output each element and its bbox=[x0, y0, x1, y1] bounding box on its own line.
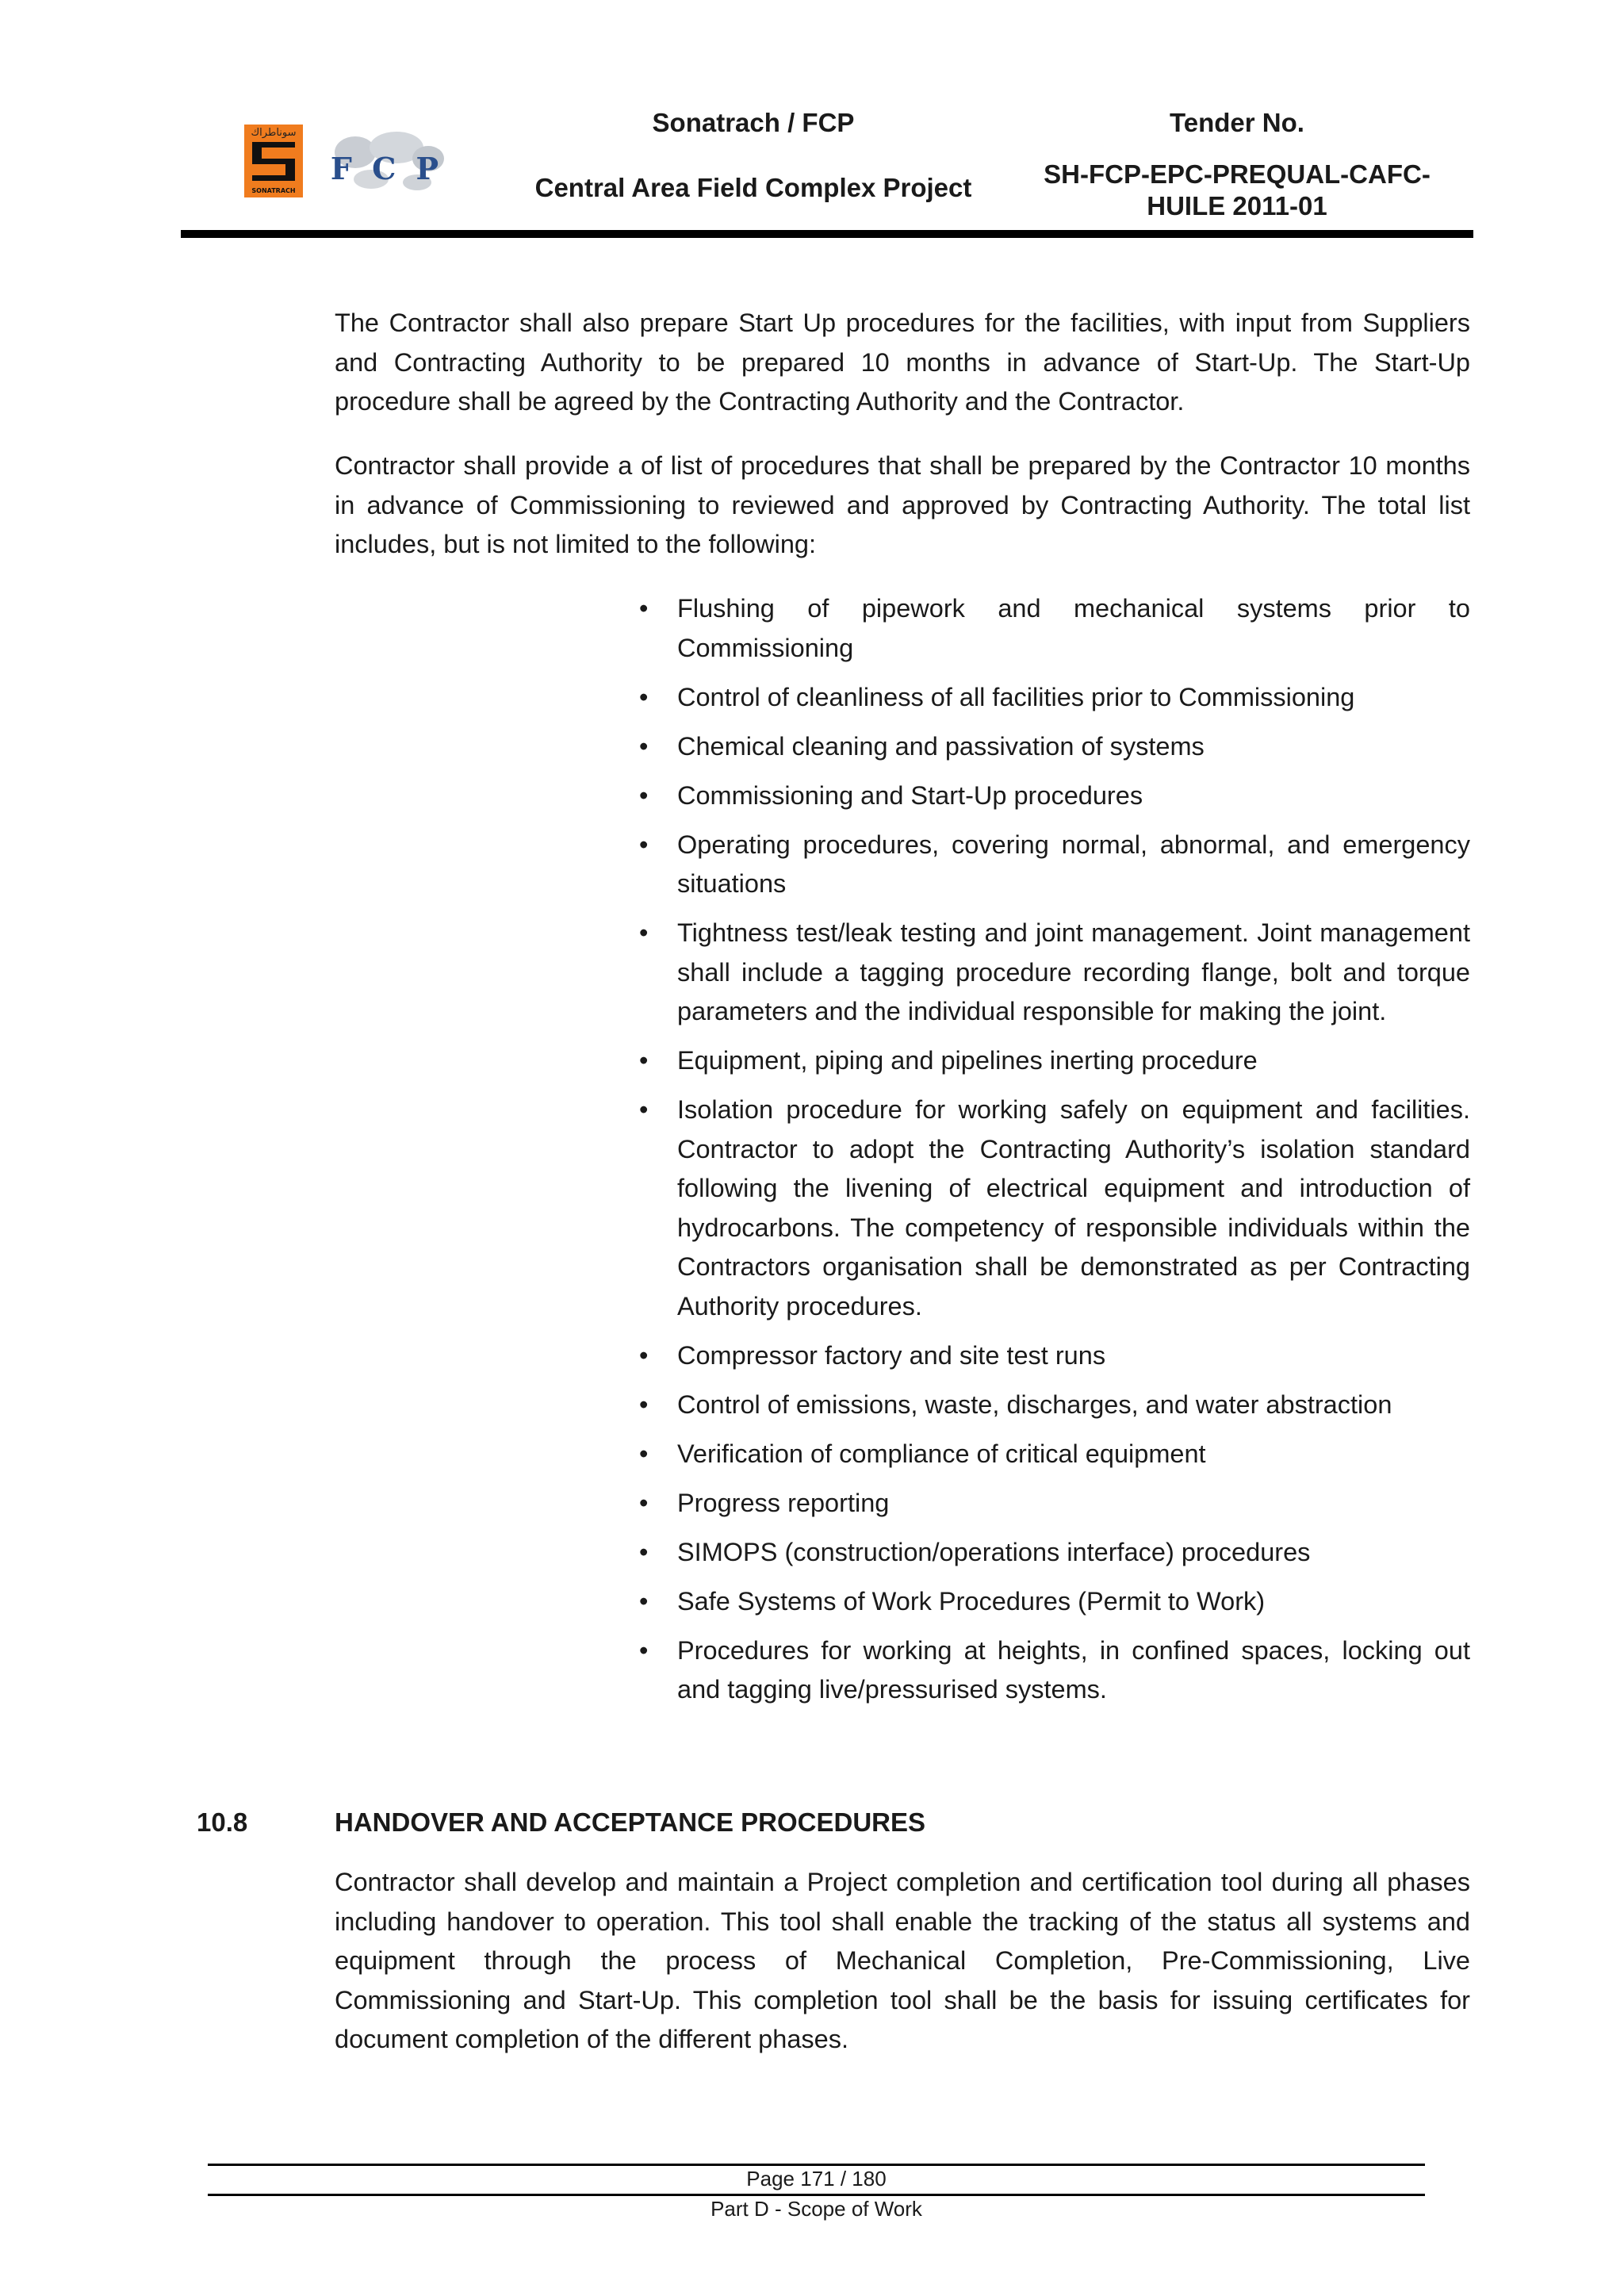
list-item-text: Commissioning and Start-Up procedures bbox=[677, 780, 1143, 810]
bullet-icon: • bbox=[639, 1586, 649, 1616]
list-item bbox=[619, 776, 1470, 816]
paragraph-procedure-list-intro: Contractor shall provide a of list of procedures that shall be prepared by the Contractor 10 months in advance of Commissioning to reviewed and approved by Contracting Authority. The total list includes, but is not limited to the following: bbox=[335, 451, 1470, 558]
list-item-text: Safe Systems of Work Procedures (Permit to Work) bbox=[677, 1586, 1266, 1616]
paragraph-handover: Contractor shall develop and maintain a Project completion and certification tool during all phases including handover to operation. This tool shall enable the tracking of the status all systems and equipment through the process of Mechanical Completion, Pre-Commissioning, Live Commissioning and Start-Up. This completion tool shall be the basis for issuing certificates for document completion of the different phases. bbox=[335, 1868, 1470, 2053]
sonatrach-logo bbox=[244, 125, 303, 197]
footer-part-label: Part D - Scope of Work bbox=[710, 2197, 922, 2221]
list-item-text: Verification of compliance of critical equipment bbox=[677, 1439, 1206, 1468]
list-item bbox=[619, 1435, 1470, 1474]
bullet-icon: • bbox=[639, 731, 649, 761]
list-item bbox=[619, 1582, 1470, 1622]
list-item-text: Compressor factory and site test runs bbox=[677, 1340, 1106, 1370]
section-number: 10.8 bbox=[197, 1807, 248, 1837]
list-item bbox=[619, 678, 1470, 718]
list-item-text: Procedures for working at heights, in confined spaces, locking out and tagging live/pressurised systems. bbox=[677, 1635, 1470, 1704]
list-item-text: SIMOPS (construction/operations interface) procedures bbox=[677, 1537, 1311, 1566]
bullet-icon: • bbox=[639, 1439, 649, 1468]
bullet-icon: • bbox=[639, 830, 649, 859]
list-item bbox=[619, 589, 1470, 668]
bullet-icon: • bbox=[639, 682, 649, 711]
bullet-icon: • bbox=[639, 1635, 649, 1665]
bullet-icon: • bbox=[639, 594, 649, 623]
list-item bbox=[619, 1533, 1470, 1573]
list-item-text: Operating procedures, covering normal, abnormal, and emergency situations bbox=[677, 830, 1470, 898]
list-item-text: Flushing of pipework and mechanical systems prior to Commissioning bbox=[677, 594, 1470, 662]
list-item bbox=[619, 1336, 1470, 1376]
list-item bbox=[619, 1091, 1470, 1326]
header-company: Sonatrach / FCP bbox=[652, 108, 855, 137]
header-divider bbox=[181, 230, 1473, 238]
footer-divider-top bbox=[208, 2164, 1425, 2166]
fcp-logo-text: F C P bbox=[330, 151, 444, 186]
bullet-icon: • bbox=[639, 918, 649, 947]
bullet-icon: • bbox=[639, 1340, 649, 1370]
header-tender-label: Tender No. bbox=[1170, 108, 1304, 137]
bullet-icon: • bbox=[639, 1046, 649, 1075]
list-item-text: Control of emissions, waste, discharges, and water abstraction bbox=[677, 1389, 1392, 1419]
sonatrach-arabic-text: سوناطراك bbox=[251, 127, 297, 139]
bullet-icon: • bbox=[639, 1488, 649, 1517]
header-tender-number: SH-FCP-EPC-PREQUAL-CAFC-HUILE 2011-01 bbox=[1044, 159, 1431, 220]
list-item bbox=[619, 1041, 1470, 1081]
procedure-list bbox=[619, 589, 1470, 1719]
list-item bbox=[619, 914, 1470, 1032]
bullet-icon: • bbox=[639, 1095, 649, 1124]
bullet-icon: • bbox=[639, 1389, 649, 1419]
list-item-text: Tightness test/leak testing and joint management. Joint management shall include a tagging procedure recording flange, bolt and torque parameters and the individual responsible for making the joint. bbox=[677, 918, 1470, 1025]
paragraph-startup-procedures: The Contractor shall also prepare Start Up procedures for the facilities, with input from Suppliers and Contracting Authority to be prepared 10 months in advance of Start-Up. The Start-Up procedure shall be agreed by the Contracting Authority and the Contractor. bbox=[335, 309, 1470, 416]
list-item bbox=[619, 1386, 1470, 1425]
list-item-text: Progress reporting bbox=[677, 1488, 890, 1517]
bullet-icon: • bbox=[639, 780, 649, 810]
list-item bbox=[619, 727, 1470, 767]
section-heading: HANDOVER AND ACCEPTANCE PROCEDURES bbox=[335, 1807, 925, 1837]
footer-page-number: Page 171 / 180 bbox=[746, 2167, 887, 2191]
list-item bbox=[619, 826, 1470, 904]
list-item-text: Equipment, piping and pipelines inerting procedure bbox=[677, 1046, 1258, 1075]
list-item-text: Control of cleanliness of all facilities prior to Commissioning bbox=[677, 682, 1355, 711]
sonatrach-label: SONATRACH bbox=[251, 187, 296, 194]
footer-divider-bottom bbox=[208, 2194, 1425, 2196]
bullet-icon: • bbox=[639, 1537, 649, 1566]
list-item bbox=[619, 1484, 1470, 1524]
fcp-logo bbox=[324, 127, 450, 198]
list-item bbox=[619, 1631, 1470, 1710]
list-item-text: Isolation procedure for working safely on equipment and facilities. Contractor to adopt the Contracting Authority’s isolation standard following the livening of electrical equipment and introduction of hydrocarbons. The competency of responsible individuals within the Contractors organisation shall be demonstrated as per Contracting Authority procedures. bbox=[677, 1095, 1470, 1320]
list-item-text: Chemical cleaning and passivation of systems bbox=[677, 731, 1205, 761]
header-project-name: Central Area Field Complex Project bbox=[534, 173, 972, 202]
